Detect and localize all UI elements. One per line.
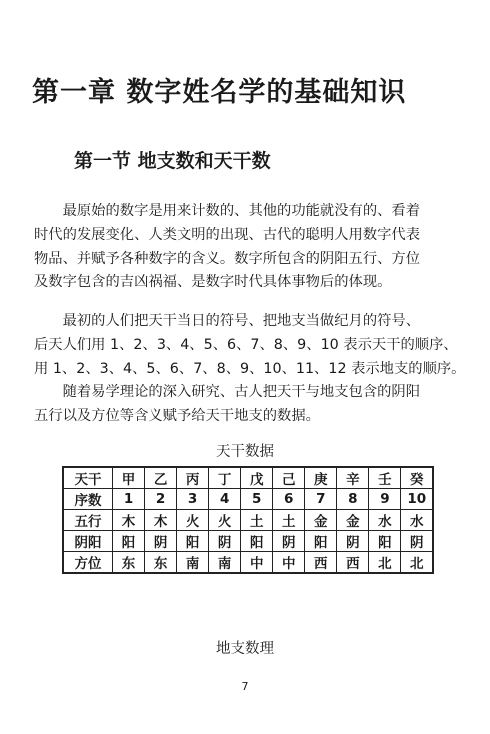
next-section-caption: 地支数理 <box>216 641 274 657</box>
table-cell: 8 <box>337 489 369 510</box>
table-cell: 1 <box>113 489 145 510</box>
table-cell: 2 <box>145 489 177 510</box>
table-cell: 阴 <box>273 531 305 552</box>
table-cell: 4 <box>209 489 241 510</box>
paragraph-line: 物品、并赋予各种数字的含义。数字所包含的阴阳五行、方位 <box>34 250 421 267</box>
chapter-title: 第一章 数字姓名学的基础知识 <box>32 77 407 108</box>
table-cell: 土 <box>273 510 305 531</box>
table-cell: 阳 <box>177 531 209 552</box>
table-cell: 水 <box>401 510 433 531</box>
table-cell: 北 <box>369 552 401 574</box>
table-cell: 9 <box>369 489 401 510</box>
table-cell: 南 <box>209 552 241 574</box>
table-cell: 水 <box>369 510 401 531</box>
table-cell: 10 <box>401 489 433 510</box>
table-cell: 阴 <box>145 531 177 552</box>
paragraph-line: 最原始的数字是用来计数的、其他的功能就没有的、看着 <box>34 203 421 219</box>
table-cell: 阳 <box>305 531 337 552</box>
table-cell: 西 <box>305 552 337 574</box>
table-cell: 5 <box>241 489 273 510</box>
table-cell: 火 <box>177 510 209 531</box>
table-cell: 木 <box>145 510 177 531</box>
paragraph-line: 最初的人们把天干当日的符号、把地支当做纪月的符号、 <box>34 313 421 329</box>
table-row-header: 阴阳 <box>63 531 113 552</box>
table-cell: 东 <box>113 552 145 574</box>
table-cell: 中 <box>241 552 273 574</box>
table-cell: 辛 <box>337 467 369 489</box>
table-cell: 阳 <box>241 531 273 552</box>
table-row-header: 天干 <box>63 467 113 489</box>
table-cell: 庚 <box>305 467 337 489</box>
table-cell: 阳 <box>369 531 401 552</box>
paragraph-line: 随着易学理论的深入研究、古人把天干与地支包含的阴阳 <box>34 384 421 401</box>
table-row <box>63 489 433 510</box>
table-cell: 壬 <box>369 467 401 489</box>
table-cell: 戊 <box>241 467 273 489</box>
table-cell: 阴 <box>401 531 433 552</box>
paragraph-line: 及数字包含的吉凶祸福、是数字时代具体事物后的体现。 <box>34 274 392 291</box>
page-number: 7 <box>241 680 249 693</box>
table-cell: 东 <box>145 552 177 574</box>
table-row <box>63 510 433 531</box>
paragraph-2 <box>34 310 466 429</box>
table-caption: 天干数据 <box>216 444 274 460</box>
table-cell: 阴 <box>209 531 241 552</box>
table-cell: 3 <box>177 489 209 510</box>
table-row-header: 序数 <box>63 489 113 510</box>
table-cell: 丙 <box>177 467 209 489</box>
table-row <box>63 467 433 489</box>
table-cell: 甲 <box>113 467 145 489</box>
table-cell: 丁 <box>209 467 241 489</box>
table-cell: 癸 <box>401 467 433 489</box>
table-cell: 金 <box>305 510 337 531</box>
table-cell: 阳 <box>113 531 145 552</box>
paragraph-line: 用 1、2、3、4、5、6、7、8、9、10、11、12 表示地支的顺序。 <box>34 360 466 377</box>
table-cell: 阴 <box>337 531 369 552</box>
table-cell: 北 <box>401 552 433 574</box>
table-cell: 中 <box>273 552 305 574</box>
table-row <box>63 531 433 552</box>
table-cell: 7 <box>305 489 337 510</box>
section-title: 第一节 地支数和天干数 <box>74 150 271 172</box>
table-cell: 南 <box>177 552 209 574</box>
paragraph-1 <box>34 200 462 295</box>
table-cell: 金 <box>337 510 369 531</box>
table-cell: 己 <box>273 467 305 489</box>
table-row <box>63 552 433 574</box>
table-row-header: 方位 <box>63 552 113 574</box>
table-cell: 木 <box>113 510 145 531</box>
table-cell: 乙 <box>145 467 177 489</box>
heavenly-stems-table <box>62 466 434 574</box>
table-cell: 土 <box>241 510 273 531</box>
table-cell: 西 <box>337 552 369 574</box>
paragraph-line: 时代的发展变化、人类文明的出现、古代的聪明人用数字代表 <box>34 226 421 243</box>
table-cell: 6 <box>273 489 305 510</box>
paragraph-line: 后天人们用 1、2、3、4、5、6、7、8、9、10 表示天干的顺序、 <box>34 336 458 353</box>
table-row-header: 五行 <box>63 510 113 531</box>
table-cell: 火 <box>209 510 241 531</box>
paragraph-line: 五行以及方位等含义赋予给天干地支的数据。 <box>34 408 320 425</box>
